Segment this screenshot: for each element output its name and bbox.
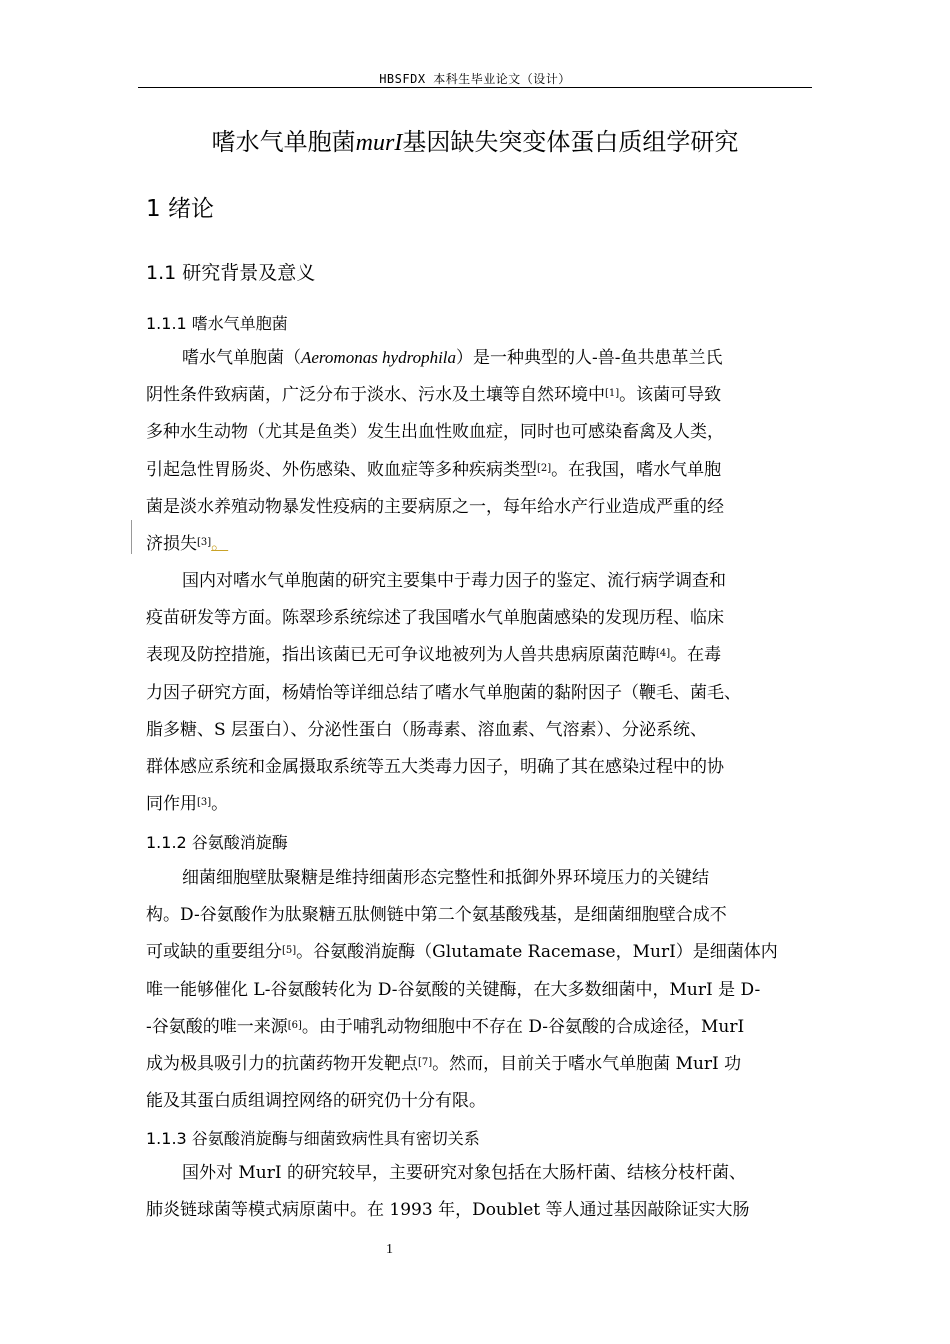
tracked-change-mark[interactable]: 。 [211,534,229,555]
text-line: 多种水生动物（尤其是鱼类）发生出血性败血症，同时也可感染畜禽及人类， [146,422,724,443]
citation-ref: [2] [537,462,552,474]
title-prefix: 嗜水气单胞菌 [211,128,356,156]
text-line: 唯一能够催化 L-谷氨酸转化为 D-谷氨酸的关键酶，在大多数细菌中，MurI 是 D- [146,979,761,1000]
text-cursor-bar [131,520,132,554]
paragraph-glutamate-racemase [146,860,808,1120]
citation-ref: [3] [197,797,212,809]
section-heading-1-1: 1.1 研究背景及意义 [146,262,316,284]
text-line: 能及其蛋白质组调控网络的研究仍十分有限。 [146,1091,486,1112]
text-line: 同作用[3]。 [146,794,229,815]
text-line: 引起急性胃肠炎、外伤感染、败血症等多种疾病类型[2]。在我国，嗜水气单胞 [146,459,722,480]
text-line: 菌是淡水养殖动物暴发性疫病的主要病原之一，每年给水产行业造成严重的经 [146,496,724,517]
citation-ref: [6] [287,1019,302,1031]
text-line: 群体感应系统和金属摄取系统等五大类毒力因子，明确了其在感染过程中的协 [146,757,724,778]
citation-ref: [3] [197,537,212,549]
text-line: 肺炎链球菌等模式病原菌中。在 1993 年，Doublet 等人通过基因敲除证实大肠 [146,1200,750,1221]
text-line: 可或缺的重要组分[5]。谷氨酸消旋酶（Glutamate Racemase，MurI）是细菌体内 [146,942,778,963]
text-line: 表现及防控措施，指出该菌已无可争议地被列为人兽共患病原菌范畴[4]。在毒 [146,645,722,666]
citation-ref: [1] [605,388,620,400]
section-heading-1: 1 绪论 [146,196,214,222]
citation-ref: [5] [282,945,297,957]
section-heading-1-1-1: 1.1.1 嗜水气单胞菌 [146,314,288,333]
text-line: 成为极具吸引力的抗菌药物开发靶点[7]。然而，目前关于嗜水气单胞菌 MurI 功 [146,1054,742,1075]
title-suffix: 基因缺失突变体蛋白质组学研究 [402,128,739,156]
paragraph-murI-pathogenicity [146,1155,808,1229]
text-line: 疫苗研发等方面。陈翠珍系统综述了我国嗜水气单胞菌感染的发现历程、临床 [146,608,724,629]
citation-ref: [7] [418,1057,433,1069]
paragraph-domestic-research [146,563,808,823]
text-line: 国外对 MurI 的研究较早，主要研究对象包括在大肠杆菌、结核分枝杆菌、 [182,1163,747,1183]
text-line: 嗜水气单胞菌（Aeromonas hydrophila）是一种典型的人-兽-鱼共患革兰氏 [182,348,723,368]
document-title [138,122,812,157]
page-number: 1 [386,1242,393,1257]
species-name: Aeromonas hydrophila [301,348,457,367]
text-line: 构。D-谷氨酸作为肽聚糖五肽侧链中第二个氨基酸残基，是细菌细胞壁合成不 [146,905,727,926]
section-heading-1-1-2: 1.1.2 谷氨酸消旋酶 [146,833,288,852]
text-line: 脂多糖、S 层蛋白）、分泌性蛋白（肠毒素、溶血素、气溶素）、分泌系统、 [146,719,708,740]
text-line: 阴性条件致病菌，广泛分布于淡水、污水及土壤等自然环境中[1]。该菌可导致 [146,385,722,406]
citation-ref: [4] [656,648,671,660]
text-line: 力因子研究方面，杨婧怡等详细总结了嗜水气单胞菌的黏附因子（鞭毛、菌毛、 [146,682,741,703]
text-line: -谷氨酸的唯一来源[6]。由于哺乳动物细胞中不存在 D-谷氨酸的合成途径，MurI [146,1016,745,1037]
title-gene: murI [355,130,403,156]
text-line: 济损失[3]。 [146,534,229,555]
paragraph-aeromonas-intro [146,339,808,563]
section-heading-1-1-3: 1.1.3 谷氨酸消旋酶与细菌致病性具有密切关系 [146,1129,480,1148]
text-line: 国内对嗜水气单胞菌的研究主要集中于毒力因子的鉴定、流行病学调查和 [182,571,726,591]
header-rule [138,87,812,88]
text-line: 细菌细胞壁肽聚糖是维持细菌形态完整性和抵御外界环境压力的关键结 [182,868,709,888]
page-header: HBSFDX 本科生毕业论文（设计） [379,72,571,86]
